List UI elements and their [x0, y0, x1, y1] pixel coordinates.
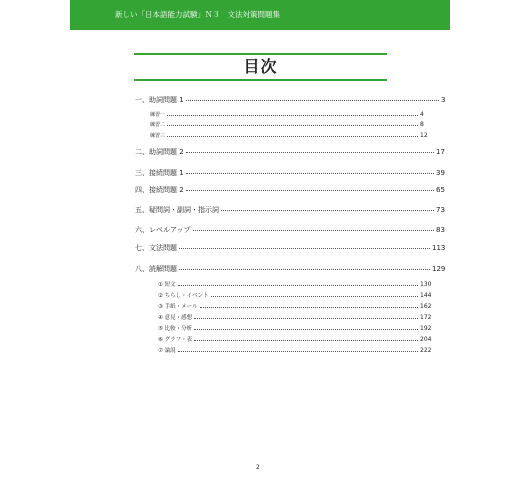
toc-entry	[135, 225, 445, 235]
toc-entry-label: ① 短文	[158, 282, 176, 288]
toc-entry-page: 65	[436, 186, 445, 194]
toc-entry	[135, 110, 445, 120]
toc-entry-page: 113	[432, 244, 446, 252]
toc-entry-page: 222	[420, 347, 432, 354]
toc-entry-label: 一、助詞問題 1	[135, 96, 184, 104]
toc-entry-label: 六、レベルアップ	[135, 226, 191, 234]
toc-entry-page: 144	[420, 292, 432, 299]
toc-leader-dots	[194, 340, 418, 341]
header-band	[70, 0, 450, 30]
toc-entry	[135, 95, 445, 105]
page-number: 2	[256, 464, 260, 471]
toc-entry-label: ③ 手紙・メール	[158, 304, 198, 310]
toc-leader-dots	[221, 210, 434, 211]
toc-entry	[135, 291, 445, 301]
toc-leader-dots	[186, 173, 434, 174]
toc-entry	[135, 120, 445, 130]
toc-entry	[135, 346, 445, 356]
toc-entry-page: 204	[420, 336, 432, 343]
toc-leader-dots	[179, 248, 430, 249]
toc-entry	[135, 313, 445, 323]
toc-leader-dots	[179, 269, 430, 270]
toc-leader-dots	[211, 296, 418, 297]
toc-entry	[135, 243, 445, 253]
toc-leader-dots	[186, 100, 439, 101]
toc-entry-page: 162	[420, 303, 432, 310]
toc-entry-page: 172	[420, 314, 432, 321]
toc-entry-label: 練習三	[150, 133, 166, 139]
title-bottom-rule	[134, 79, 387, 81]
toc-leader-dots	[186, 190, 434, 191]
toc-entry-label: ⑤ 比較・分析	[158, 326, 193, 332]
toc-leader-dots	[178, 285, 418, 286]
toc-title: 目次	[243, 57, 278, 76]
toc-entry-page: 83	[436, 226, 445, 234]
document-page	[70, 0, 450, 500]
toc-leader-dots	[200, 307, 418, 308]
toc-entry-page: 130	[420, 281, 432, 288]
toc-leader-dots	[167, 125, 418, 126]
toc-entry-label: ⑥ グラフ・表	[158, 337, 193, 343]
toc-leader-dots	[194, 318, 418, 319]
toc-title-block	[134, 53, 387, 81]
toc-entry-label: 練習二	[150, 122, 166, 128]
toc-entry-page: 192	[420, 325, 432, 332]
toc-entry-page: 129	[432, 265, 446, 273]
toc-entry	[135, 205, 445, 215]
toc-entry	[135, 264, 445, 274]
toc-entry-page: 12	[420, 132, 428, 139]
toc-entry-label: 練習一	[150, 112, 166, 118]
toc-leader-dots	[193, 230, 434, 231]
toc-entry	[135, 280, 445, 290]
toc-entry-label: 七、文法問題	[135, 244, 177, 252]
toc-entry-label: 四、接続問題 2	[135, 186, 184, 194]
toc-leader-dots	[194, 329, 418, 330]
toc-leader-dots	[167, 136, 418, 137]
toc-entry	[135, 131, 445, 141]
toc-leader-dots	[186, 152, 434, 153]
toc-entry	[135, 147, 445, 157]
toc-entry-label: ④ 意見・感想	[158, 315, 193, 321]
toc-leader-dots	[178, 351, 418, 352]
toc-entry-page: 3	[441, 96, 446, 104]
toc-entry-label: ② ちらし・イベント	[158, 293, 209, 299]
toc-entry-page: 4	[420, 111, 424, 118]
title-top-rule	[134, 53, 387, 55]
toc-entry-page: 17	[436, 148, 445, 156]
toc-entry	[135, 185, 445, 195]
toc-entry-label: 八、読解問題	[135, 265, 177, 273]
toc-leader-dots	[167, 115, 418, 116]
toc-entry-page: 39	[436, 169, 445, 177]
header-title: 新しい「日本語能力試験」Ｎ３ 文法対策問題集	[115, 10, 280, 19]
toc-entry-page: 73	[436, 206, 445, 214]
toc-entry	[135, 302, 445, 312]
toc-entry	[135, 168, 445, 178]
toc-entry-label: ⑦ 論説	[158, 348, 176, 354]
toc-entry	[135, 324, 445, 334]
toc-entry	[135, 335, 445, 345]
toc-entry-label: 三、接続問題 1	[135, 169, 184, 177]
toc-entry-label: 二、助詞問題 2	[135, 148, 184, 156]
toc-entry-page: 8	[420, 121, 424, 128]
toc-entry-label: 五、疑問詞・副詞・指示詞	[135, 206, 219, 214]
